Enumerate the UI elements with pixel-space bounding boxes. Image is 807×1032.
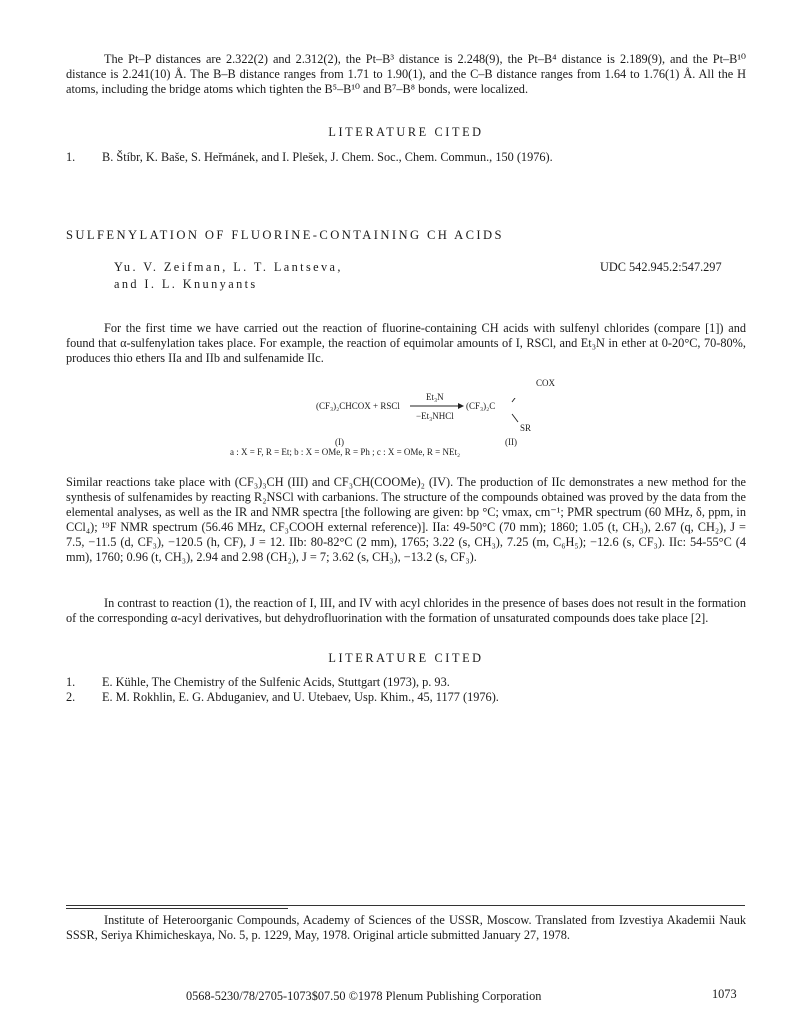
reference-item: [66, 690, 746, 705]
reference-item: [66, 150, 746, 165]
authors-line-2: and I. L. Knunyants: [114, 277, 258, 291]
scheme-product-top: COX: [536, 378, 556, 388]
continuation-paragraph: [66, 52, 746, 97]
reference-number: 1.: [66, 675, 76, 689]
reference-number: 1.: [66, 150, 76, 164]
article-title: SULFENYLATION OF FLUORINE-CONTAINING CH ACIDS: [66, 228, 504, 242]
footnote-text: Institute of Heteroorganic Compounds, Academy of Sciences of the USSR, Moscow. Translated from Izvestiya Akademii Nauk SSSR, Seriya Khimicheskaya, No. 5, p. 1229, May, 1978. Original article submitted January 27, 1978.: [66, 913, 746, 942]
reference-text: E. M. Rokhlin, E. G. Abduganiev, and U. Utebaev, Usp. Khim., 45, 1177 (1976).: [102, 690, 499, 704]
authors-line-1: Yu. V. Zeifman, L. T. Lantseva,: [114, 260, 343, 274]
footnote-rule-short: [66, 908, 288, 909]
page-number: 1073: [712, 987, 737, 1001]
scheme-definitions: a : X = F, R = Et; b : X = OMe, R = Ph ; c : X = OMe, R = NEt₂: [230, 447, 461, 457]
scheme-label-product: (II): [505, 437, 517, 447]
author-block: [114, 259, 494, 293]
intro-paragraph: [66, 321, 746, 366]
reference-text: B. Štíbr, K. Baše, S. Heřmánek, and I. Plešek, J. Chem. Soc., Chem. Commun., 150 (1976).: [102, 150, 553, 164]
similar-reactions-text: Similar reactions take place with (CF₃)₃CH (III) and CF₃CH(COOMe)₂ (IV). The production of IIc demonstrates a new method for the synthesis of sulfenamides by reacting R₂NSCl with carbanions. The structure of the compounds obtained was proved by the data from the elemental analyses, as well as the IR and NMR spectra [the following are given: bp °C; νmax, cm⁻¹; PMR spectrum (60 MHz, δ, ppm, in CCl₄); ¹⁹F NMR spectrum (56.46 MHz, CF₃COOH external reference)]. IIa: 49-50°C (70 mm); 1860; 1.05 (t, CH₃), 2.67 (q, CH₂), J = 7.5, −11.5 (d, CF₃), −120.5 (h, CF), J = 12. IIb: 80-82°C (2 mm), 1765; 3.22 (s, CH₃), 7.25 (m, C₆H₅); −12.6 (s, CF₃). IIc: 54-55°C (4 mm), 1760; 0.96 (t, CH₃), 2.94 and 2.98 (CH₂), J = 7; 3.62 (s, CH₃), −13.2 (s, CF₃).: [66, 475, 746, 564]
contrast-paragraph: [66, 596, 746, 626]
reference-text: E. Kühle, The Chemistry of the Sulfenic Acids, Stuttgart (1973), p. 93.: [102, 675, 450, 689]
scheme-reactant: (CF₃)₂CHCOX + RSCl: [316, 401, 400, 411]
scheme-product-bottom: SR: [520, 423, 532, 433]
scheme-product-core: (CF₃)₂C: [466, 401, 496, 411]
footnote: [66, 913, 746, 943]
literature-heading-2: LITERATURE CITED: [328, 651, 484, 665]
scheme-label-reactant: (I): [335, 437, 344, 447]
reference-list-2: [66, 675, 746, 705]
reference-item: [66, 675, 746, 690]
udc-code: UDC 542.945.2:547.297: [600, 260, 722, 274]
scheme-arrow-bottom: −Et₃NHCl: [416, 411, 454, 421]
intro-text: For the first time we have carried out the reaction of fluorine-containing CH acids with sulfenyl chlorides (compare [1]) and found that α-sulfenylation takes place. For example, the reaction of equimolar amounts of I, RSCl, and Et₃N in ether at 0-20°C, 70-80%, produces thio ethers IIa and IIb and sulfenamide IIc.: [66, 321, 746, 365]
contrast-text: In contrast to reaction (1), the reaction of I, III, and IV with acyl chlorides in the presence of bases does not result in the formation of the corresponding α-acyl derivatives, but dehydrofluorination with the formation of unsaturated compounds does take place [2].: [66, 596, 746, 625]
footer-copyright: 0568-5230/78/2705-1073$07.50 ©1978 Plenum Publishing Corporation: [186, 989, 542, 1003]
reference-list-1: [66, 150, 746, 165]
reference-number: 2.: [66, 690, 76, 704]
reaction-scheme: [230, 376, 610, 456]
similar-reactions-paragraph: [66, 475, 746, 565]
scheme-arrow-top: Et₃N: [426, 392, 444, 402]
literature-heading-1: LITERATURE CITED: [328, 125, 484, 139]
continuation-text: The Pt–P distances are 2.322(2) and 2.312(2), the Pt–B³ distance is 2.248(9), the Pt–B⁴ distance is 2.189(9), and the Pt–B¹⁰ distance is 2.241(10) Å. The B–B distance ranges from 1.71 to 1.90(1), and the C–B distance ranges from 1.64 to 1.76(1) Å. All the H atoms, including the bridge atoms which tighten the B⁵–B¹⁰ and B⁷–B⁸ bonds, were localized.: [66, 52, 746, 96]
footnote-rule: [66, 905, 745, 906]
